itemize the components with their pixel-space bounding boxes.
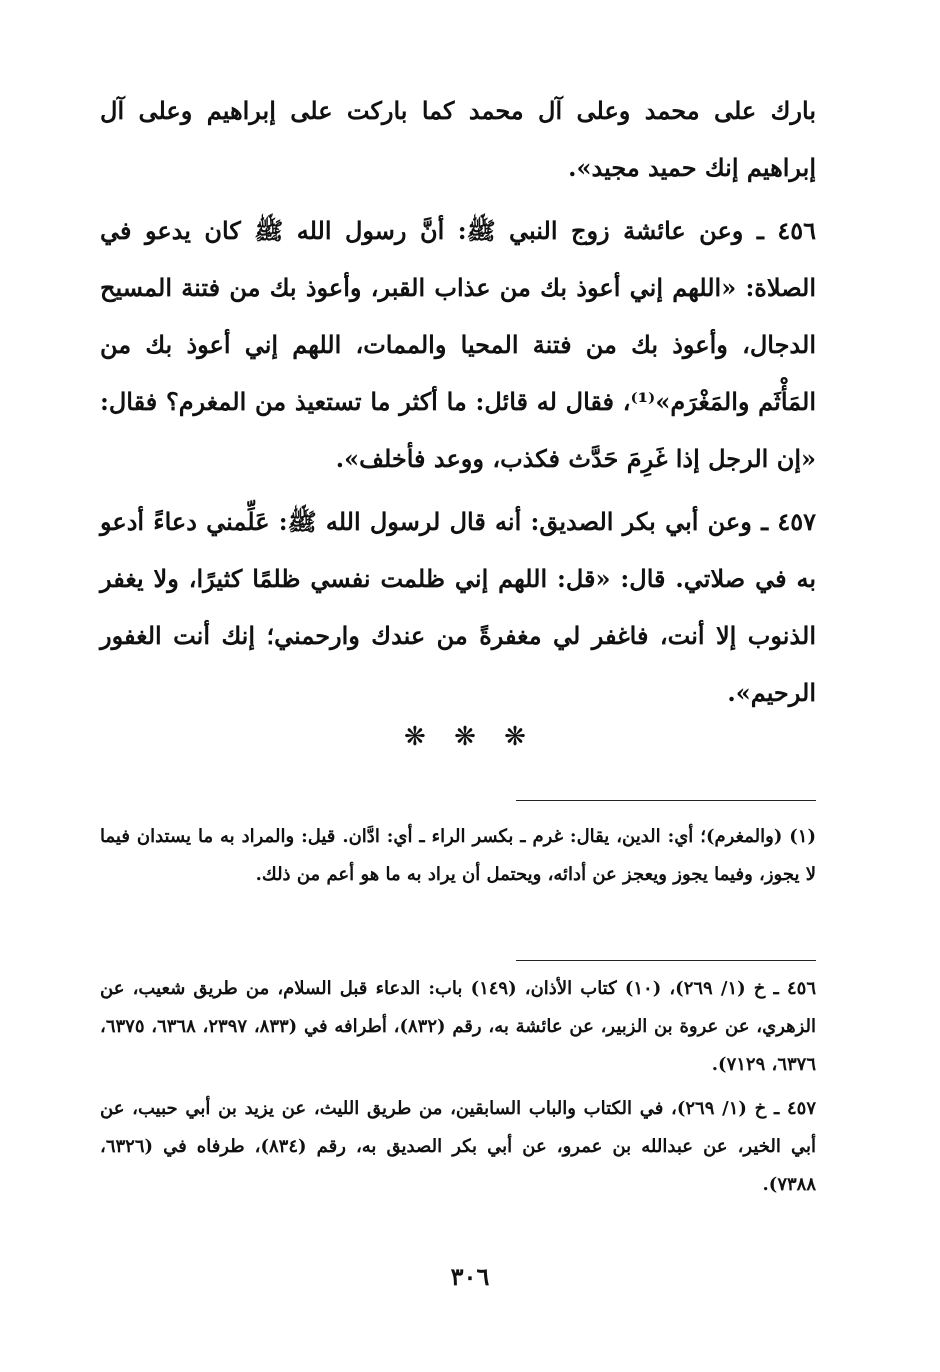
takhrij-notes <box>100 970 816 1204</box>
section-separator: ❋ ❋ ❋ <box>404 722 536 752</box>
takhrij-457: ٤٥٧ ـ خ (١/ ٢٦٩)، في الكتاب والباب السابقين، من طريق الليث، عن يزيد بن أبي حبيب، عن أبي الخير، عن عبدالله بن عمرو، عن أبي بكر الصديق به، رقم (٨٣٤)، طرفاه في (٦٣٢٦، ٧٣٨٨). <box>100 1098 817 1195</box>
footnote-rule <box>516 800 816 801</box>
takhrij-rule <box>516 960 816 961</box>
paragraph-hadith-457: ٤٥٧ ـ وعن أبي بكر الصديق: أنه قال لرسول الله ﷺ: عَلِّمني دعاءً أدعو به في صلاتي. قال: «قل: اللهم إني ظلمت نفسي ظلمًا كثيرًا، ولا يغفر الذنوب إلا أنت، فاغفر لي مغفرةً من عندك وارحمني؛ إنك أنت الغفور الرحيم». <box>100 507 816 707</box>
paragraph-hadith-456: ٤٥٦ ـ وعن عائشة زوج النبي ﷺ: أنَّ رسول الله ﷺ كان يدعو في الصلاة: «اللهم إني أعوذ بك من عذاب القبر، وأعوذ بك من فتنة المسيح الدجال، وأعوذ بك من فتنة المحيا والممات، اللهم إني أعوذ بك من المَأْثَم والمَغْرَم»⁽¹⁾، فقال له قائل: ما أكثر ما تستعيذ من المغرم؟ فقال: «إن الرجل إذا غَرِمَ حَدَّث فكذب، ووعد فأخلف». <box>100 216 817 473</box>
paragraph-continuation: بارك على محمد وعلى آل محمد كما باركت على إبراهيم وعلى آل إبراهيم إنك حميد مجيد». <box>100 96 816 182</box>
footnotes <box>100 818 816 894</box>
main-text <box>100 82 816 727</box>
footnote-1: (١) (والمغرم)؛ أي: الدين، يقال: غرم ـ بكسر الراء ـ أي: ادَّان. قيل: والمراد به ما يستدان فيما لا يجوز، وفيما يجوز ويعجز عن أدائه، ويحتمل أن يراد به ما هو أعم من ذلك. <box>100 826 816 885</box>
takhrij-456: ٤٥٦ ـ خ (١/ ٢٦٩)، (١٠) كتاب الأذان، (١٤٩) باب: الدعاء قبل السلام، من طريق شعيب، عن الزهري، عن عروة بن الزبير، عن عائشة به، رقم (٨٣٢)، أطرافه في (٨٣٣، ٢٣٩٧، ٦٣٦٨، ٦٣٧٥، ٦٣٧٦، ٧١٢٩). <box>100 978 817 1075</box>
page-number: ٣٠٦ <box>450 1262 490 1291</box>
